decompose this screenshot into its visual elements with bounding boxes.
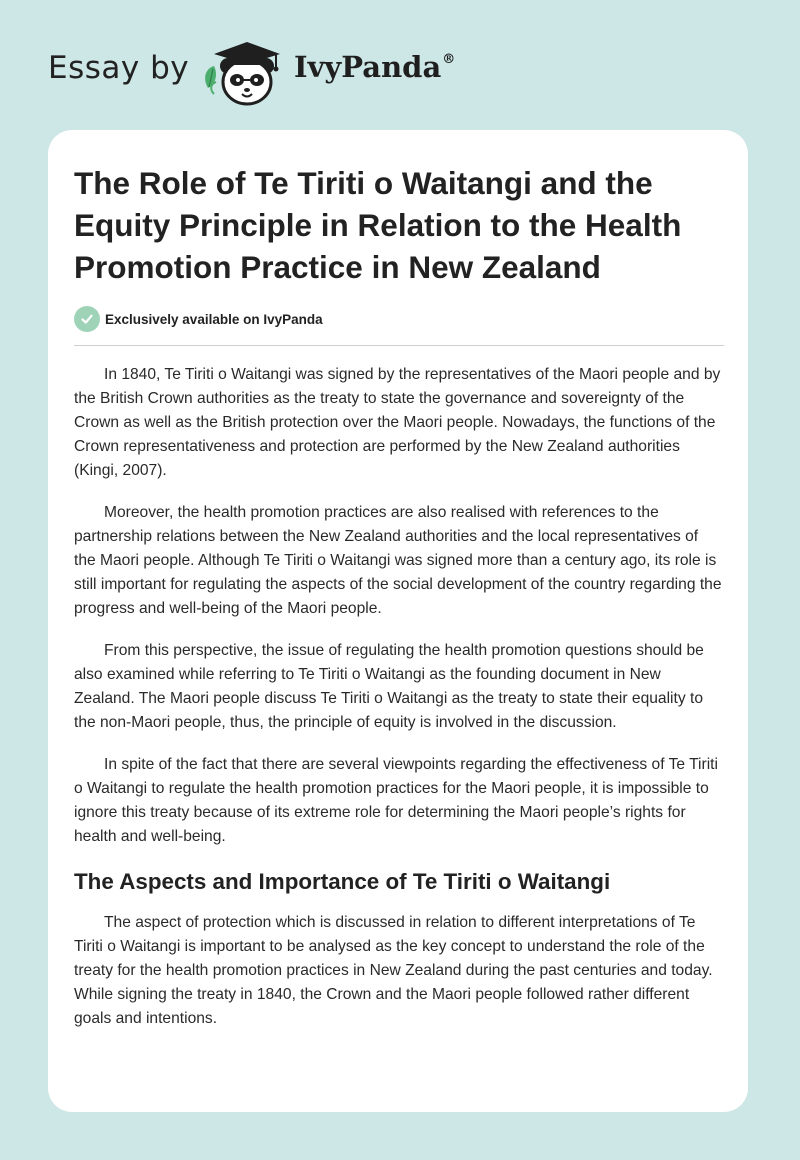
- paragraph: In 1840, Te Tiriti o Waitangi was signed by the representatives of the Maori people and by the British Crown authorities as the treaty to state the governance and sovereignty of the Crown as well as the British protection over the Maori people. Nowadays, the functions of the Crown representativeness and protection are performed by the New Zealand authorities (Kingi, 2007).: [74, 366, 721, 479]
- title-divider: [74, 345, 724, 346]
- brand-name: IvyPanda: [294, 50, 442, 84]
- brand-logo-text[interactable]: [294, 50, 455, 84]
- paragraph: In spite of the fact that there are several viewpoints regarding the effectiveness of Te Tiriti o Waitangi to regulate the health promotion practices for the Maori people, it is impossible to ignore this treaty because of its extreme role for determining the Maori people’s rights for health and well-being.: [74, 756, 718, 845]
- paragraph: Moreover, the health promotion practices are also realised with references to the partnership relations between the New Zealand authorities and the local representatives of the Maori people. Although Te Tiriti o Waitangi was signed more than a century ago, its role is still important for regulating the aspects of the social development of the country regarding the progress and well-being of the Maori people.: [74, 504, 722, 617]
- essay-body: [74, 363, 724, 1049]
- panda-graduate-icon[interactable]: [200, 36, 290, 110]
- paragraph: From this perspective, the issue of regulating the health promotion questions should be also examined while referring to Te Tiriti o Waitangi as the founding document in New Zealand. The Maori people discuss Te Tiriti o Waitangi as the treaty to state their equality to the non-Maori people, thus, the principle of equity is involved in the discussion.: [74, 642, 704, 731]
- essay-by-label: Essay by: [48, 50, 190, 86]
- site-header: [0, 0, 800, 130]
- page-title: The Role of Te Tiriti o Waitangi and the Equity Principle in Relation to the Health Promotion Practice in New Zealand: [74, 165, 682, 285]
- exclusive-label: Exclusively available on IvyPanda: [105, 311, 323, 327]
- exclusive-badge: [74, 306, 323, 332]
- registered-mark: ®: [442, 52, 456, 67]
- section-heading: The Aspects and Importance of Te Tiriti o Waitangi: [74, 869, 611, 894]
- check-icon: [74, 306, 100, 332]
- paragraph: The aspect of protection which is discussed in relation to different interpretations of Te Tiriti o Waitangi is important to be analysed as the key concept to understand the role of the treaty for the health promotion practices in New Zealand during the past centuries and today. While signing the treaty in 1840, the Crown and the Maori people followed rather different goals and intentions.: [74, 914, 713, 1027]
- essay-card: [48, 130, 748, 1112]
